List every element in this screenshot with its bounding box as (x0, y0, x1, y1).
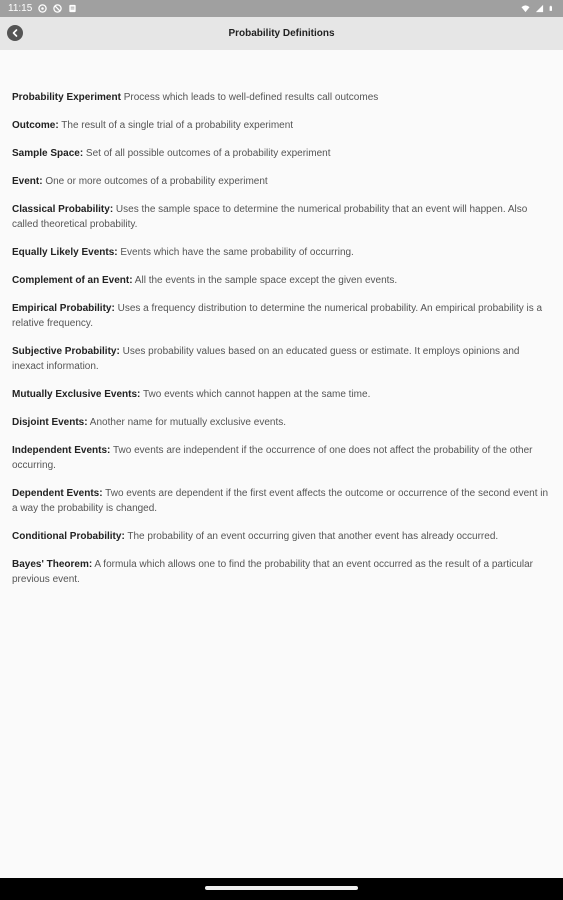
app-bar (0, 17, 563, 50)
notification-blocked-icon (53, 4, 62, 13)
definition-term: Empirical Probability: (12, 303, 115, 314)
definition-item (12, 443, 552, 473)
definition-item (12, 301, 552, 331)
definition-item (12, 344, 552, 374)
definition-term: Disjoint Events: (12, 417, 88, 428)
definitions-list (12, 90, 552, 600)
status-right (521, 4, 555, 13)
notification-document-icon (68, 4, 77, 13)
battery-icon (549, 4, 555, 13)
definition-text: Uses a frequency distribution to determine the numerical probability. An empirical probability is a relative frequency. (12, 303, 543, 329)
navigation-bar (0, 878, 563, 900)
definition-text: Another name for mutually exclusive events. (87, 417, 287, 428)
definition-term: Complement of an Event: (12, 275, 133, 286)
definition-text: A formula which allows one to find the probability that an event occurred as the result of a particular previous event. (12, 559, 533, 585)
definition-text: The result of a single trial of a probability experiment (58, 120, 294, 131)
status-left (8, 3, 77, 14)
definition-item (12, 529, 552, 544)
definition-text: Two events which cannot happen at the same time. (140, 389, 371, 400)
definition-text: The probability of an event occurring given that another event has already occurred. (124, 531, 499, 542)
definition-item (12, 387, 552, 402)
definition-text: One or more outcomes of a probability experiment (42, 176, 268, 187)
definition-text: Set of all possible outcomes of a probability experiment (83, 148, 331, 159)
status-time: 11:15 (8, 3, 33, 14)
definition-term: Classical Probability: (12, 204, 114, 215)
definition-term: Probability Experiment (12, 92, 121, 103)
home-gesture-handle[interactable] (205, 886, 358, 890)
chevron-left-icon (10, 28, 20, 38)
definition-item (12, 118, 552, 133)
definition-item (12, 202, 552, 232)
definition-text: Uses the sample space to determine the numerical probability that an event will happen. Also called theoretical probability. (12, 204, 528, 230)
page-title: Probability Definitions (228, 28, 335, 39)
definition-term: Mutually Exclusive Events: (12, 389, 141, 400)
definition-item (12, 557, 552, 587)
cellular-signal-icon (535, 4, 544, 13)
back-button[interactable] (7, 25, 23, 41)
definition-term: Dependent Events: (12, 488, 103, 499)
definition-term: Sample Space: (12, 148, 84, 159)
definition-item (12, 146, 552, 161)
definition-item (12, 90, 552, 105)
definition-text: Uses probability values based on an educated guess or estimate. It employs opinions and inexact information. (12, 346, 520, 372)
definition-text: Two events are independent if the occurrence of one does not affect the probability of the other occurring. (12, 445, 533, 471)
definition-item (12, 273, 552, 288)
definition-item (12, 486, 552, 516)
definition-text: Events which have the same probability of occurring. (117, 247, 354, 258)
notification-settings-icon (38, 4, 47, 13)
definition-term: Independent Events: (12, 445, 111, 456)
definition-text: All the events in the sample space except the given events. (132, 275, 398, 286)
wifi-icon (521, 4, 530, 13)
definition-term: Equally Likely Events: (12, 247, 118, 258)
definition-term: Conditional Probability: (12, 531, 125, 542)
definition-text: Process which leads to well-defined results call outcomes (120, 92, 379, 103)
definition-term: Event: (12, 176, 43, 187)
definition-item (12, 415, 552, 430)
definition-term: Outcome: (12, 120, 59, 131)
definition-term: Bayes' Theorem: (12, 559, 93, 570)
definition-item (12, 174, 552, 189)
definition-item (12, 245, 552, 260)
definition-text: Two events are dependent if the first event affects the outcome or occurrence of the second event in a way the probability is changed. (12, 488, 549, 514)
status-bar (0, 0, 563, 17)
definition-term: Subjective Probability: (12, 346, 120, 357)
